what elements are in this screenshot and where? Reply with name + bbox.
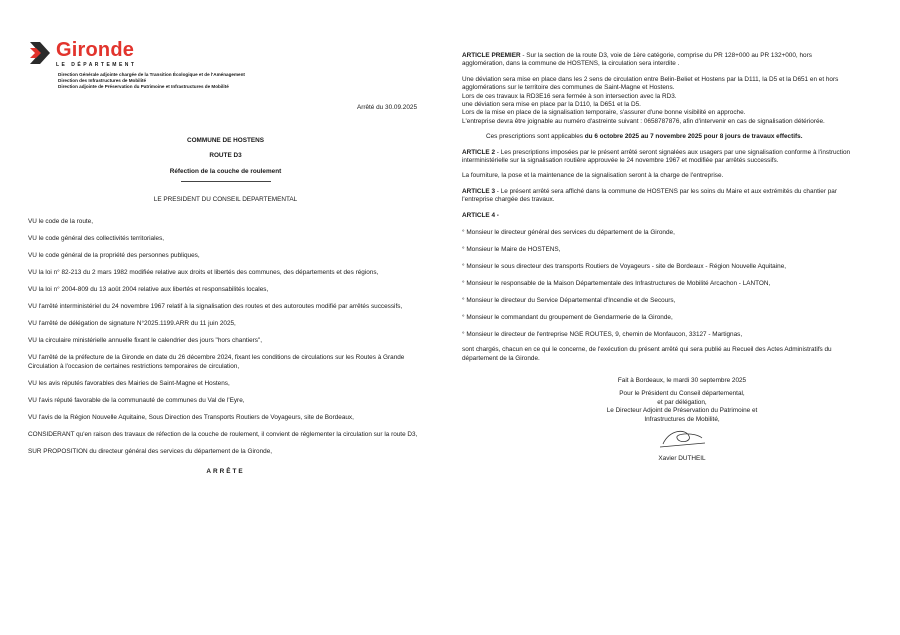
left-column bbox=[28, 40, 423, 477]
logo-name: Gironde bbox=[56, 39, 135, 61]
direction-line: Direction des Infrastructures de Mobilité bbox=[58, 78, 147, 84]
direction-lines bbox=[58, 72, 423, 90]
signature-mark bbox=[655, 424, 710, 452]
signature-line: et par délégation, bbox=[657, 398, 707, 406]
article-1-dates bbox=[486, 133, 852, 141]
direction-line: Direction Générale adjointe chargée de la Transition Écologique et de l'Aménagement bbox=[58, 72, 245, 78]
article-1 bbox=[462, 52, 852, 69]
dates-period: du 6 octobre 2025 au 7 novembre 2025 pour 8 jours de travaux effectifs. bbox=[584, 133, 803, 141]
considerant-item: VU le code de la route, bbox=[28, 218, 94, 226]
signatory-name: Xavier DUTHEIL bbox=[658, 455, 706, 463]
gironde-logo-icon bbox=[28, 40, 52, 66]
recipient-item: ° Monsieur le commandant du groupement de Gendarmerie de la Gironde, bbox=[462, 313, 673, 321]
signature-line: Pour le Président du Conseil départemental, bbox=[619, 390, 745, 398]
arrete-word: ARRÊTE bbox=[206, 468, 245, 476]
gironde-logo bbox=[28, 40, 423, 69]
route-title: ROUTE D3 bbox=[209, 152, 242, 160]
recipient-item: ° Monsieur le directeur de l'entreprise NGE ROUTES, 9, chemin de Monfaucon, 33127 - Martignas, bbox=[462, 330, 743, 338]
considerants-list bbox=[28, 218, 423, 456]
signature-place-date: Fait à Bordeaux, le mardi 30 septembre 2025 bbox=[617, 376, 747, 384]
recipient-item: ° Monsieur le sous directeur des transports Routiers de Voyageurs - site de Bordeaux - Région Nouvelle Aquitaine, bbox=[462, 262, 787, 270]
considerant-item: VU l'arrêté de délégation de signature N°2025.1199.ARR du 11 juin 2025, bbox=[28, 320, 236, 328]
signature-line: Infrastructures de Mobilité, bbox=[644, 415, 720, 423]
considerant-item: VU l'arrêté de la préfecture de la Gironde en date du 26 décembre 2024, fixant les conditions de circulations sur les Routes à Grande Circulation à l'occasion de certaines restrictions temporaires de circulation, bbox=[28, 354, 405, 370]
article-1-details bbox=[462, 76, 852, 126]
article-1-line: L'entreprise devra être joignable au numéro d'astreinte suivant : 0658787876, afin d'intervenir en cas de signalisation détériorée. bbox=[462, 117, 825, 125]
article-1-text: - Sur la section de la route D3, voie de 1ère catégorie, comprise du PR 128+000 au PR 132+000, hors agglomération, dans la commune de HOSTENS, la circulation sera interdite . bbox=[462, 52, 812, 68]
recipient-item: ° Monsieur le directeur du Service Départemental d'Incendie et de Secours, bbox=[462, 296, 676, 304]
article-1-line: une déviation sera mise en place par la D110, la D651 et la D5. bbox=[462, 101, 641, 109]
considerant-item: VU la circulaire ministérielle annuelle fixant le calendrier des jours "hors chantiers", bbox=[28, 337, 262, 345]
recipient-item: ° Monsieur le responsable de la Maison Départementale des Infrastructures de Mobilité Arcachon - LANTON, bbox=[462, 279, 771, 287]
logo-subtitle: LE DÉPARTEMENT bbox=[56, 62, 137, 68]
object-title: Réfection de la couche de roulement bbox=[169, 167, 282, 175]
president-heading: LE PRESIDENT DU CONSEIL DEPARTEMENTAL bbox=[153, 196, 298, 204]
article-3 bbox=[462, 188, 852, 205]
considerant-item: VU le code général des collectivités territoriales, bbox=[28, 235, 165, 243]
article-1-line: Lors de la mise en place de la signalisation temporaire, s'assurer d'une bonne visibilité en approche. bbox=[462, 109, 746, 117]
right-column bbox=[462, 52, 852, 464]
considerant-item: VU l'avis de la Région Nouvelle Aquitaine, Sous Direction des Transports Routiers de Voyageurs, site de Bordeaux, bbox=[28, 413, 354, 421]
signature-line: Le Directeur Adjoint de Préservation du Patrimoine et bbox=[606, 407, 758, 415]
article-3-text: - Le présent arrêté sera affiché dans la commune de HOSTENS par les soins du Maire et aux extrémités du chantier par l'entreprise chargée des travaux. bbox=[462, 187, 837, 204]
article-4-label: ARTICLE 4 - bbox=[462, 211, 499, 219]
recipient-item: ° Monsieur le Maire de HOSTENS, bbox=[462, 245, 561, 253]
article-1-line: Une déviation sera mise en place dans les 2 sens de circulation entre Belin-Beliet et Hostens par la D111, la D5 et la D651 en et hors agglomérations sur le territoire des communes de Saint-Magne et Hostens. bbox=[462, 75, 839, 92]
divider bbox=[181, 181, 271, 182]
article-3-label: ARTICLE 3 bbox=[462, 187, 496, 195]
commune-title: COMMUNE DE HOSTENS bbox=[186, 136, 265, 144]
arrete-date: Arrêté du 30.09.2025 bbox=[356, 104, 417, 112]
direction-line: Direction adjointe de Préservation du Patrimoine et Infrastructures de Mobilité bbox=[58, 84, 229, 90]
considerant-item: VU la loi n° 2004-809 du 13 août 2004 relative aux libertés et responsabilités locales, bbox=[28, 286, 269, 294]
recipient-item: ° Monsieur le directeur général des services du département de la Gironde, bbox=[462, 228, 675, 236]
considerant-item: VU la loi n° 82-213 du 2 mars 1982 modifiée relative aux droits et libertés des communes, des départements et des régions, bbox=[28, 269, 379, 277]
signature-block bbox=[597, 377, 767, 464]
article-4-closing: sont chargés, chacun en ce qui le concerne, de l'exécution du présent arrêté qui sera publié au Recueil des Actes Administratifs du département de la Gironde. bbox=[462, 346, 832, 362]
considerant-item: VU le code général de la propriété des personnes publiques, bbox=[28, 252, 200, 260]
recipients-list bbox=[462, 229, 852, 339]
article-1-line: Lors de ces travaux la RD3E16 sera fermée à son intersection avec la RD3. bbox=[462, 92, 677, 100]
article-2-extra: La fourniture, la pose et la maintenance de la signalisation seront à la charge de l'entreprise. bbox=[462, 172, 724, 180]
article-2-label: ARTICLE 2 bbox=[462, 148, 496, 156]
considerant-item: VU l'arrêté interministériel du 24 novembre 1967 relatif à la signalisation des routes et des autoroutes modifié par arrêtés successifs, bbox=[28, 303, 403, 311]
article-2 bbox=[462, 149, 852, 166]
handwritten-signature bbox=[597, 424, 767, 455]
dates-prefix: Ces prescriptions sont applicables bbox=[486, 133, 585, 141]
considerant-item: VU les avis réputés favorables des Mairies de Saint-Magne et Hostens, bbox=[28, 379, 230, 387]
considerant-item: CONSIDERANT qu'en raison des travaux de réfection de la couche de roulement, il convient de réglementer la circulation sur la route D3, bbox=[28, 430, 418, 438]
considerant-item: SUR PROPOSITION du directeur général des services du département de la Gironde, bbox=[28, 447, 273, 455]
article-1-label: ARTICLE PREMIER bbox=[462, 52, 521, 59]
article-2-text: - Les prescriptions imposées par le présent arrêté seront signalées aux usagers par une signalisation conforme à l'instruction interministérielle sur la signalisation routière approuvée le 24 novembre 1967 et modifiée par arrêtés successifs. bbox=[462, 148, 851, 165]
considerant-item: VU l'avis réputé favorable de la communauté de communes du Val de l'Eyre, bbox=[28, 396, 245, 404]
